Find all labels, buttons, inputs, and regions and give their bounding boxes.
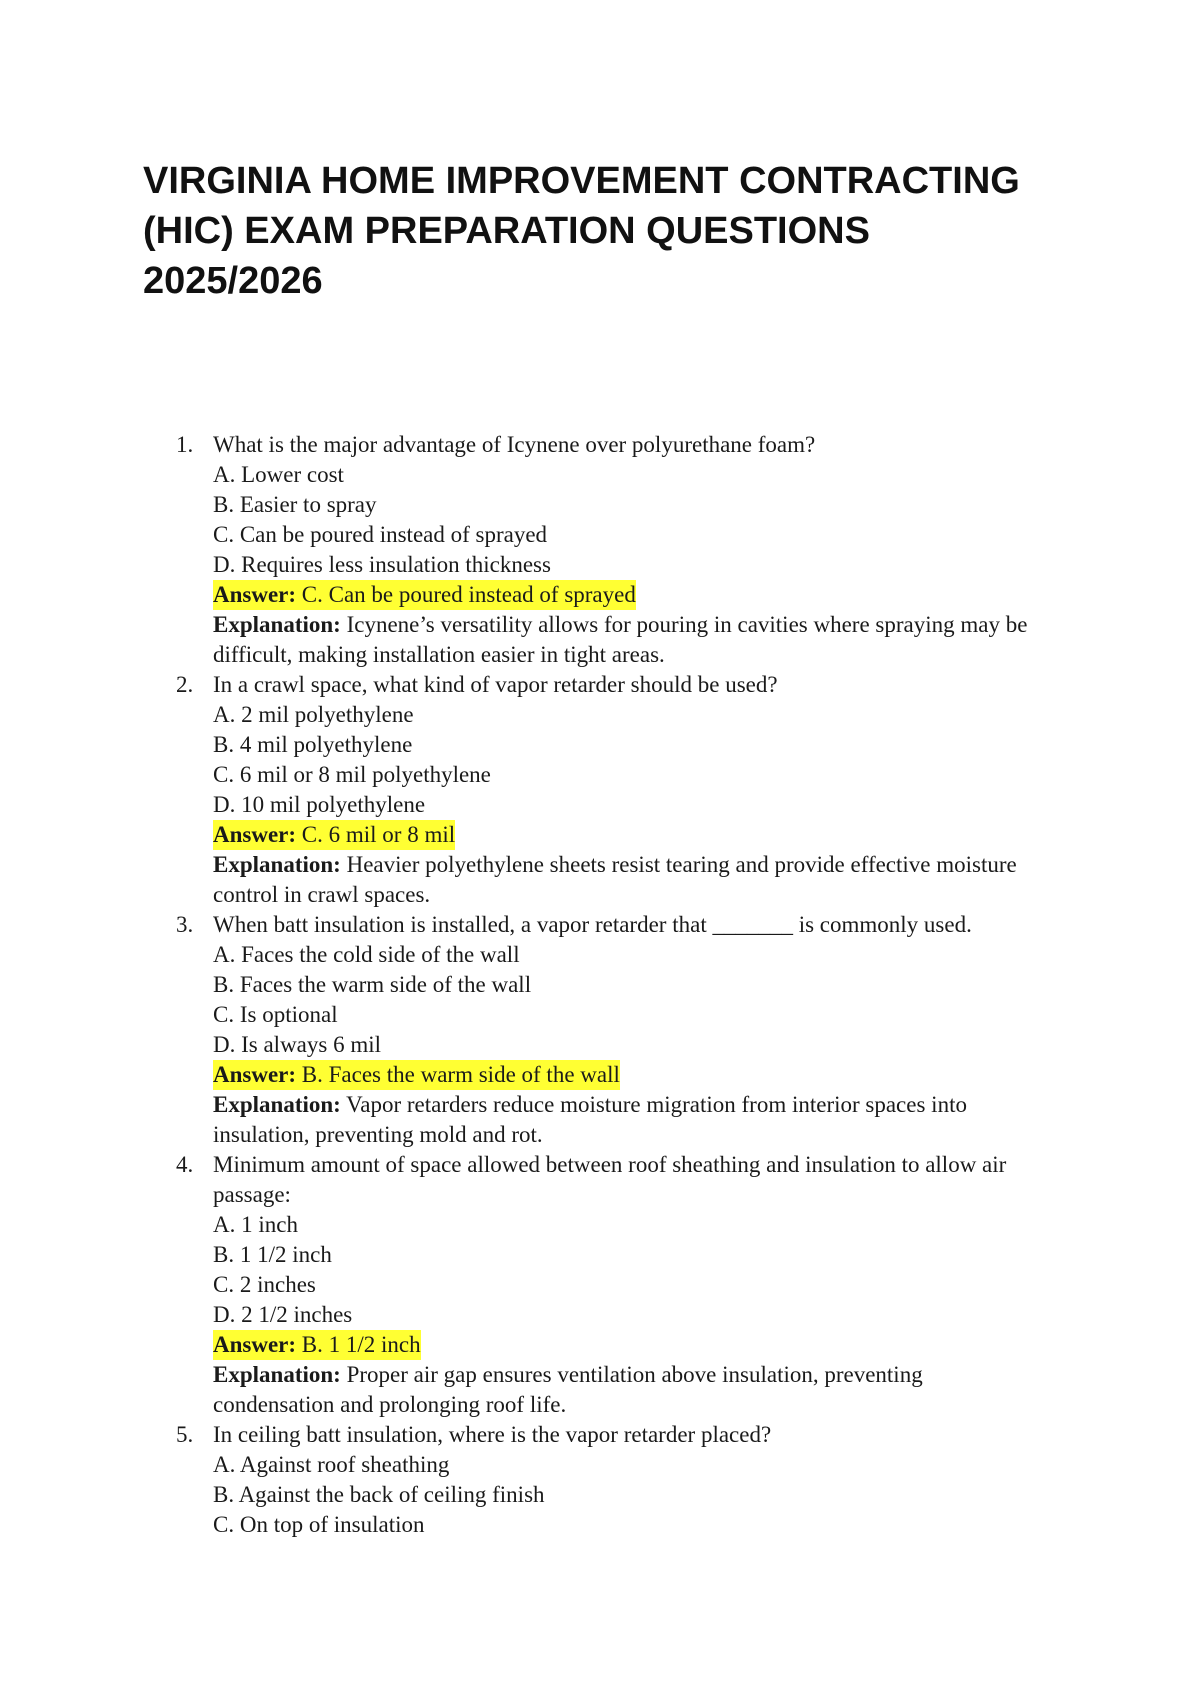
- answer-label: Answer:: [213, 1332, 297, 1357]
- explanation-label: Explanation:: [213, 1092, 341, 1117]
- explanation-text: control in crawl spaces.: [213, 882, 431, 907]
- answer-text: C. Can be poured instead of sprayed: [301, 582, 636, 607]
- title-line: (HIC) EXAM PREPARATION QUESTIONS: [143, 210, 870, 252]
- answer-option: A. 1 inch: [213, 1212, 298, 1237]
- title-line: 2025/2026: [143, 260, 323, 302]
- answer-highlight: [213, 1060, 620, 1090]
- explanation-text: insulation, preventing mold and rot.: [213, 1122, 543, 1147]
- answer-option: C. Can be poured instead of sprayed: [213, 522, 548, 547]
- explanation: [213, 1360, 923, 1390]
- answer-option: A. Lower cost: [213, 462, 344, 487]
- question-number: 1.: [176, 432, 194, 457]
- question-number: 3.: [176, 912, 194, 937]
- explanation: [213, 850, 1017, 880]
- question-item: [0, 670, 1200, 910]
- question-text: When batt insulation is installed, a vapor retarder that _______ is commonly used.: [213, 912, 972, 937]
- answer-text: B. 1 1/2 inch: [301, 1332, 421, 1357]
- question-item: [0, 1150, 1200, 1420]
- title-line: VIRGINIA HOME IMPROVEMENT CONTRACTING: [143, 160, 1020, 202]
- document-title: [143, 156, 1083, 306]
- answer-highlight: [213, 820, 455, 850]
- explanation-label: Explanation:: [213, 612, 341, 637]
- answer-option: B. 4 mil polyethylene: [213, 732, 413, 757]
- answer-highlight: [213, 580, 636, 610]
- question-number: 2.: [176, 672, 194, 697]
- explanation: [213, 1090, 967, 1120]
- explanation-text: Heavier polyethylene sheets resist tearing and provide effective moisture: [346, 852, 1017, 877]
- explanation-label: Explanation:: [213, 852, 341, 877]
- explanation-text: Vapor retarders reduce moisture migration from interior spaces into: [346, 1092, 967, 1117]
- answer-option: D. 10 mil polyethylene: [213, 792, 426, 817]
- answer-option: B. Against the back of ceiling finish: [213, 1482, 545, 1507]
- answer-option: A. Against roof sheathing: [213, 1452, 450, 1477]
- answer-option: B. Faces the warm side of the wall: [213, 972, 532, 997]
- question-number: 5.: [176, 1422, 194, 1447]
- answer-option: C. 6 mil or 8 mil polyethylene: [213, 762, 491, 787]
- question-text: passage:: [213, 1182, 291, 1207]
- explanation-text: condensation and prolonging roof life.: [213, 1392, 567, 1417]
- answer-text: B. Faces the warm side of the wall: [301, 1062, 620, 1087]
- question-list: [0, 430, 1200, 1540]
- answer-text: C. 6 mil or 8 mil: [301, 822, 456, 847]
- explanation-text: difficult, making installation easier in tight areas.: [213, 642, 665, 667]
- question-number: 4.: [176, 1152, 194, 1177]
- answer-option: C. On top of insulation: [213, 1512, 425, 1537]
- question-item: [0, 430, 1200, 670]
- answer-option: C. Is optional: [213, 1002, 338, 1027]
- question-text: Minimum amount of space allowed between roof sheathing and insulation to allow air: [213, 1152, 1007, 1177]
- answer-option: C. 2 inches: [213, 1272, 316, 1297]
- answer-option: A. Faces the cold side of the wall: [213, 942, 520, 967]
- answer-option: D. Is always 6 mil: [213, 1032, 382, 1057]
- answer-label: Answer:: [213, 1062, 297, 1087]
- answer-highlight: [213, 1330, 421, 1360]
- answer-option: D. 2 1/2 inches: [213, 1302, 353, 1327]
- question-text: What is the major advantage of Icynene over polyurethane foam?: [213, 432, 816, 457]
- explanation-text: Icynene’s versatility allows for pouring in cavities where spraying may be: [346, 612, 1028, 637]
- explanation-label: Explanation:: [213, 1362, 341, 1387]
- question-text: In ceiling batt insulation, where is the vapor retarder placed?: [213, 1422, 772, 1447]
- explanation-text: Proper air gap ensures ventilation above insulation, preventing: [346, 1362, 923, 1387]
- answer-option: B. 1 1/2 inch: [213, 1242, 332, 1267]
- answer-option: D. Requires less insulation thickness: [213, 552, 551, 577]
- question-text: In a crawl space, what kind of vapor retarder should be used?: [213, 672, 778, 697]
- explanation: [213, 610, 1027, 640]
- answer-option: A. 2 mil polyethylene: [213, 702, 414, 727]
- answer-label: Answer:: [213, 582, 297, 607]
- answer-option: B. Easier to spray: [213, 492, 377, 517]
- question-item: [0, 1420, 1200, 1540]
- answer-label: Answer:: [213, 822, 297, 847]
- question-item: [0, 910, 1200, 1150]
